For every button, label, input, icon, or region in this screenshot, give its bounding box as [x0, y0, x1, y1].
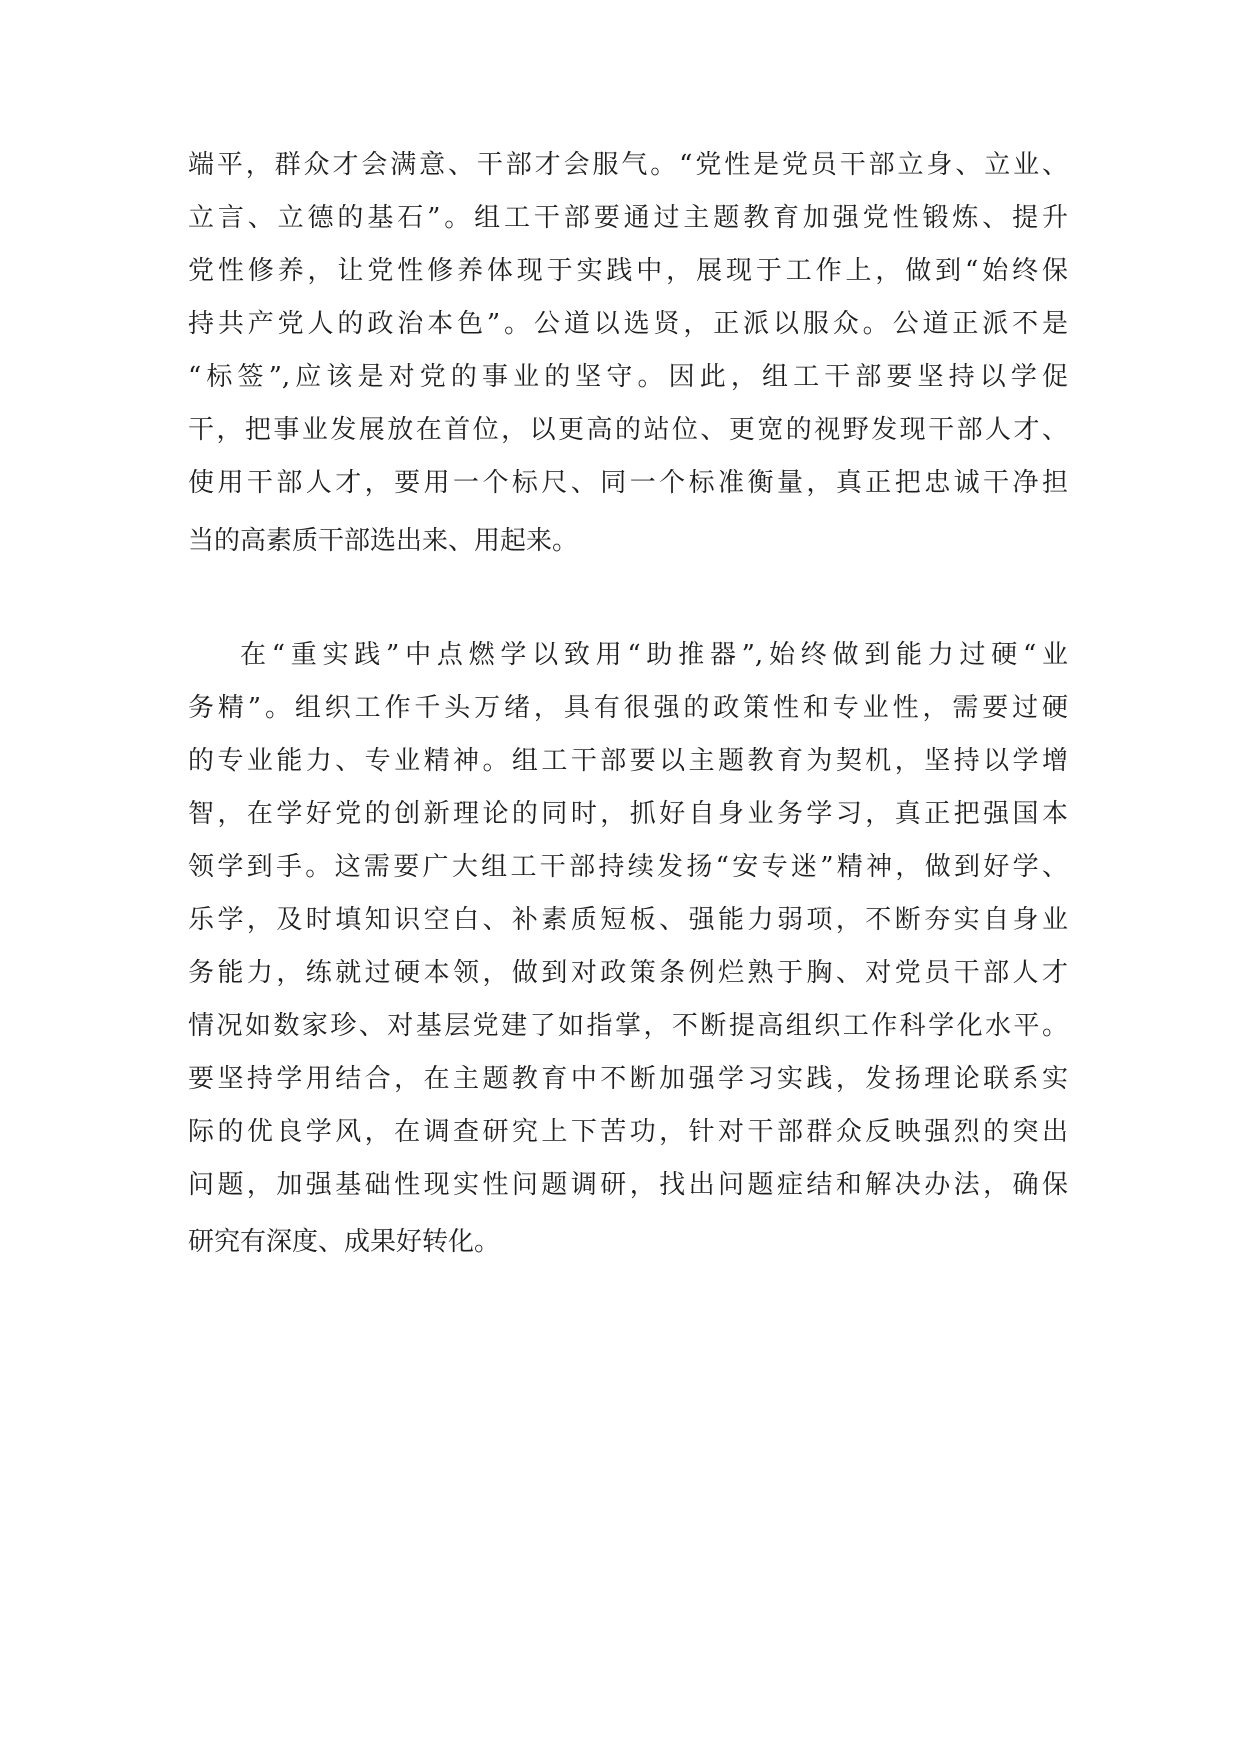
- paragraph-1-line-1: 端平，群众才会满意、干部才会服气。“党性是党员干部立身、立业、: [188, 150, 1068, 180]
- paragraph-2-line-9: 要坚持学用结合，在主题教育中不断加强学习实践，发扬理论联系实: [188, 1064, 1068, 1094]
- paragraph-1-line-5: “标签”,应该是对党的事业的坚守。因此，组工干部要坚持以学促: [188, 362, 1068, 392]
- paragraph-2-line-8: 情况如数家珍、对基层党建了如指掌，不断提高组织工作科学化水平。: [188, 1011, 1068, 1041]
- paragraph-2-line-10: 际的优良学风，在调查研究上下苦功，针对干部群众反映强烈的突出: [188, 1117, 1068, 1147]
- paragraph-1-line-4: 持共产党人的政治本色”。公道以选贤，正派以服众。公道正派不是: [188, 309, 1068, 339]
- paragraph-2-line-11: 问题，加强基础性现实性问题调研，找出问题症结和解决办法，确保: [188, 1170, 1068, 1200]
- paragraph-1-line-7: 使用干部人才，要用一个标尺、同一个标准衡量，真正把忠诚干净担: [188, 468, 1068, 498]
- paragraph-2-line-7: 务能力，练就过硬本领，做到对政策条例烂熟于胸、对党员干部人才: [188, 958, 1068, 988]
- paragraph-2-line-5: 领学到手。这需要广大组工干部持续发扬“安专迷”精神，做到好学、: [188, 852, 1068, 882]
- paragraph-1-line-6: 干，把事业发展放在首位，以更高的站位、更宽的视野发现干部人才、: [188, 415, 1068, 445]
- paragraph-1-line-8: 当的高素质干部选出来、用起来。: [188, 526, 579, 556]
- paragraph-2-line-6: 乐学，及时填知识空白、补素质短板、强能力弱项，不断夯实自身业: [188, 905, 1068, 935]
- paragraph-2-line-1: 在“重实践”中点燃学以致用“助推器”,始终做到能力过硬“业: [240, 640, 1068, 670]
- paragraph-2-line-12: 研究有深度、成果好转化。: [188, 1227, 501, 1257]
- paragraph-1-line-3: 党性修养，让党性修养体现于实践中，展现于工作上，做到“始终保: [188, 256, 1068, 286]
- paragraph-2-line-3: 的专业能力、专业精神。组工干部要以主题教育为契机，坚持以学增: [188, 746, 1068, 776]
- paragraph-2-line-4: 智，在学好党的创新理论的同时，抓好自身业务学习，真正把强国本: [188, 799, 1068, 829]
- paragraph-2-line-2: 务精”。组织工作千头万绪，具有很强的政策性和专业性，需要过硬: [188, 693, 1068, 723]
- paragraph-1-line-2: 立言、立德的基石”。组工干部要通过主题教育加强党性锻炼、提升: [188, 203, 1068, 233]
